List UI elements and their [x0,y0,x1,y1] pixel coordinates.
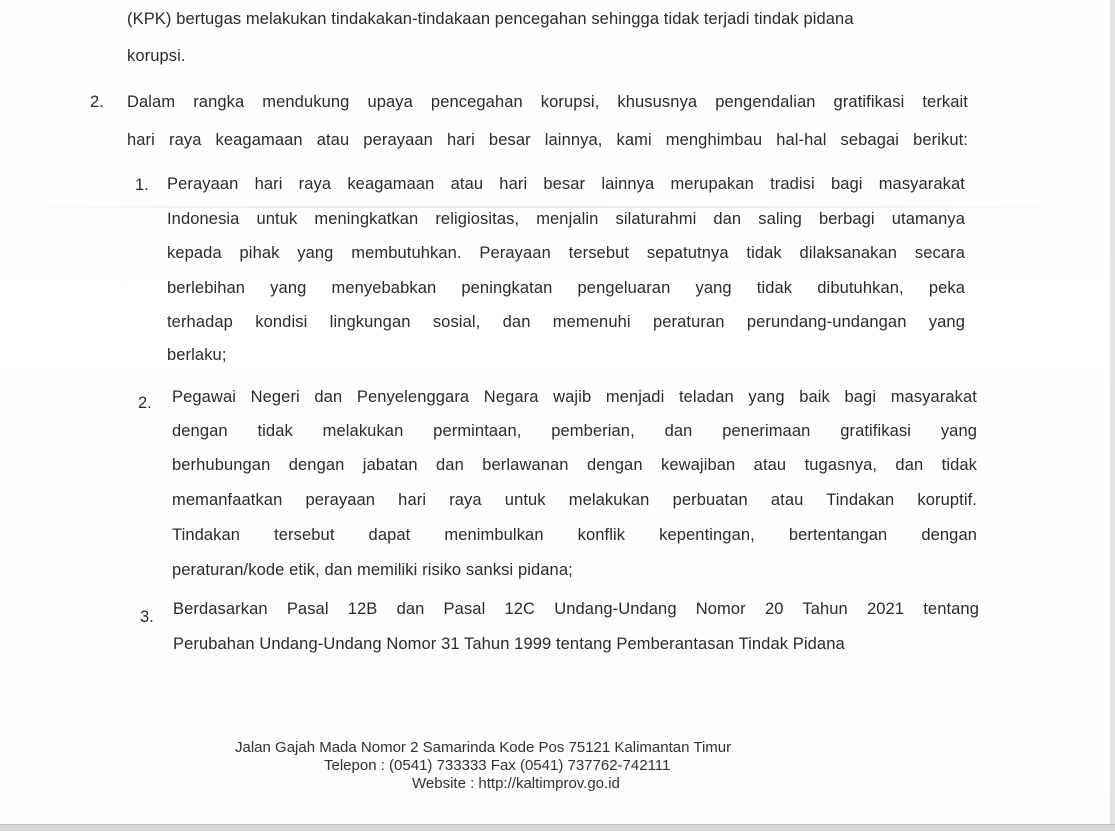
subitem-2-line-4: memanfaatkan perayaan hari raya untuk melakukan perbuatan atau Tindakan koruptif. [172,491,977,509]
subitem-1-number: 1. [135,176,149,194]
subitem-2-line-5: Tindakan tersebut dapat menimbulkan konflik kepentingan, bertentangan dengan [172,526,977,544]
continuation-line-1: (KPK) bertugas melakukan tindakakan-tindakaan pencegahan sehingga tidak terjadi tindak pidana [127,10,854,28]
subitem-2-number: 2. [138,394,152,412]
subitem-2-line-1: Pegawai Negeri dan Penyelenggara Negara wajib menjadi teladan yang baik bagi masyarakat [172,388,977,406]
subitem-3-line-1: Berdasarkan Pasal 12B dan Pasal 12C Undang-Undang Nomor 20 Tahun 2021 tentang [173,600,979,618]
footer-phone: Telepon : (0541) 733333 Fax (0541) 737762-742111 [324,757,671,774]
subitem-2-line-2: dengan tidak melakukan permintaan, pemberian, dan penerimaan gratifikasi yang [172,422,977,440]
paper-fold-line [0,206,1115,208]
point-2-line-1: Dalam rangka mendukung upaya pencegahan korupsi, khususnya pengendalian gratifikasi terkait [127,93,968,111]
footer-website: Website : http://kaltimprov.go.id [412,775,620,792]
point-2-line-2: hari raya keagamaan atau perayaan hari besar lainnya, kami menghimbau hal-hal sebagai berikut: [127,131,968,149]
subitem-2-line-3: berhubungan dengan jabatan dan berlawanan dengan kewajiban atau tugasnya, dan tidak [172,456,977,474]
subitem-1-line-3: kepada pihak yang membutuhkan. Perayaan tersebut sepatutnya tidak dilaksanakan secara [167,244,965,262]
subitem-2-line-6: peraturan/kode etik, dan memiliki risiko sanksi pidana; [172,561,573,579]
subitem-1-line-6: berlaku; [167,346,227,364]
subitem-1-line-1: Perayaan hari raya keagamaan atau hari besar lainnya merupakan tradisi bagi masyarakat [167,175,965,193]
continuation-line-2: korupsi. [127,47,186,65]
subitem-3-number: 3. [140,608,154,626]
subitem-1-line-5: terhadap kondisi lingkungan sosial, dan memenuhi peraturan perundang-undangan yang [167,313,965,331]
subitem-3-line-2: Perubahan Undang-Undang Nomor 31 Tahun 1999 tentang Pemberantasan Tindak Pidana [173,635,845,653]
subitem-1-line-4: berlebihan yang menyebabkan peningkatan pengeluaran yang tidak dibutuhkan, peka [167,279,965,297]
footer-address: Jalan Gajah Mada Nomor 2 Samarinda Kode Pos 75121 Kalimantan Timur [235,739,732,756]
subitem-1-line-2: Indonesia untuk meningkatkan religiositas, menjalin silaturahmi dan saling berbagi utamanya [167,210,965,228]
paper-right-edge [1110,0,1115,830]
point-2-number: 2. [90,93,104,111]
